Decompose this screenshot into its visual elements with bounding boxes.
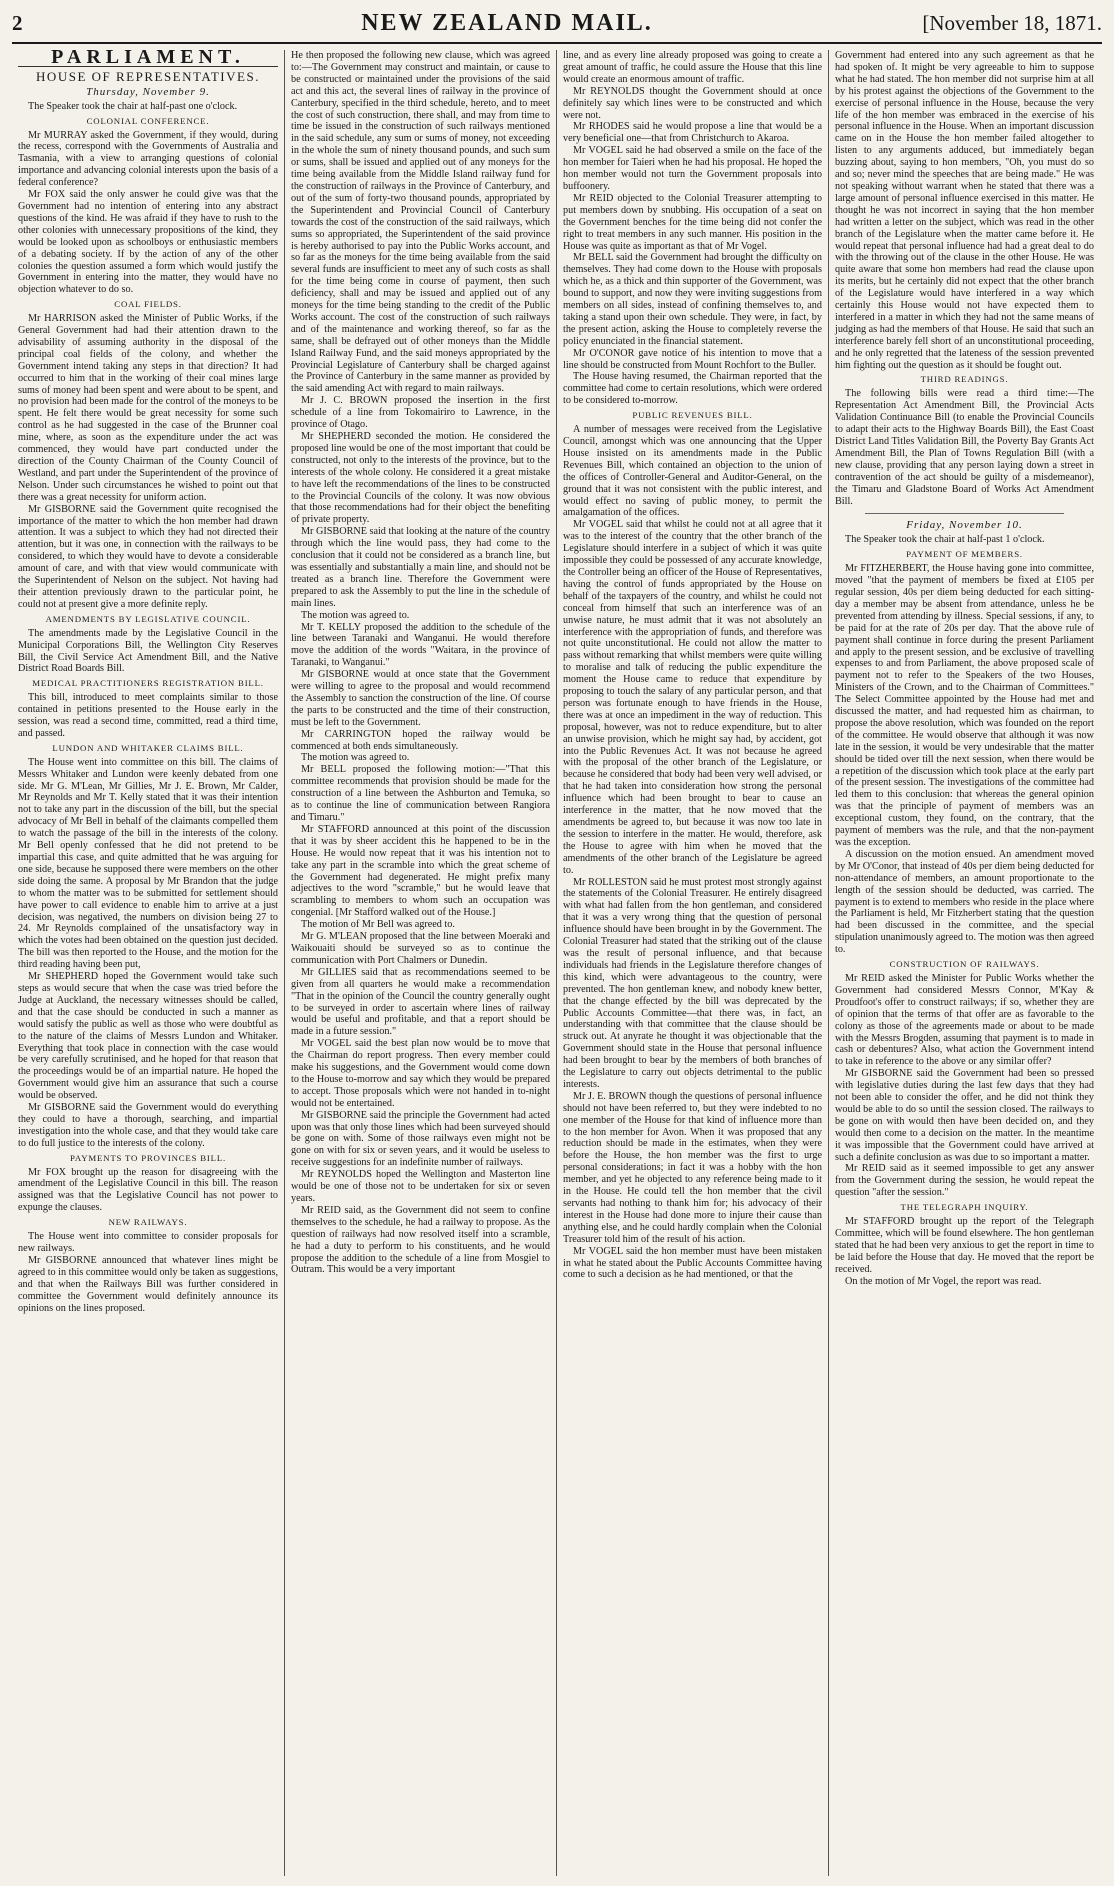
day-heading: Thursday, November 9. [86, 85, 210, 98]
paragraph: Mr REID said, as the Government did not seem to confine themselves to the schedule, he had a railway to propose. As the question of railways had now resolved itself into a scramble, he had a duty to perform to his constituents, and he would propose the addition to the schedule of a line from Mosgiel to Outram. This would be a very important [291, 1204, 550, 1276]
paragraph: Mr GISBORNE said the Government would do everything they could to have a thorough, searching, and impartial investigation into the whole case, and that they would take care to do full justice to the interests of the colony. [18, 1102, 278, 1149]
paragraph: On the motion of Mr Vogel, the report was read. [845, 1275, 1042, 1287]
paragraph: Mr FOX brought up the reason for disagreeing with the amendment of the Legislative Council in this bill. The reason assigned was that the Legislative Council has not power to expunge the clauses. [18, 1166, 278, 1214]
masthead [12, 10, 1102, 44]
divider [865, 513, 1064, 514]
paragraph: Mr STAFFORD brought up the report of the Telegraph Committee, which will be found elsewhere. The hon gentleman stated that he had been very anxious to get the report in time to be laid before the House that day. He moved that the report be received. [835, 1216, 1094, 1275]
subheading: NEW RAILWAYS. [108, 1217, 188, 1228]
paragraph: Mr GISBORNE said the principle the Government had acted upon was that only those lines which had been surveyed should be gone on with. Some of those railways even might not be gone on with for six or seven years, and it would be useless to receive suggestions for an indefinite number of railways. [291, 1109, 550, 1169]
paragraph: Mr FOX said the only answer he could give was that the Government had no intention of entering into any abstract questions of the kind. He was afraid if they have to rush to the other colonies with unnecessary propositions of the kind, they would be looked upon as schoolboys or enthusiastic members of a debating society. If by the action of any of the other colonies the question assumed a form which would justify the Government in entering into the matter, they would have no objection whatever to do so. [18, 189, 278, 296]
paragraph: Mr GISBORNE said the Government had been so pressed with legislative duties during the last few days that they had not been able to consider the offer, and he did not think they would be able to do so until the session closed. The railways to be gone on with would then have been decided on, and they would then come to a decision on the matter. In the meantime it was impossible that the Government could have arrived at such a definite conclusion as was due to so important a matter. [835, 1068, 1094, 1163]
paragraph: This bill, introduced to meet complaints similar to those contained in petitions presented to the House early in the session, was read a second time, committed, read a third time, and passed. [18, 692, 278, 739]
paragraph: Mr J. E. BROWN though the questions of personal influence should not have been referred to, but they were indebted to no one member of the House for that kind of influence more than to the hon member for Avon. When it was proposed that any reduction should be made in the estimates, when they were before the House, the hon member was the first to urge personal considerations; in fact it was a hobby with the hon member, and yet he objected to any reference being made to it in the House. He could tell the hon member that the civil servants had nothing to thank him for; his advocacy of their interest in the House had done more to injure their cause than anything else, and he could hardly complain when the Colonial Treasurer told him of the result of his action. [563, 1090, 822, 1245]
subheading: AMENDMENTS BY LEGISLATIVE COUNCIL. [45, 613, 251, 624]
paragraph: The House went into committee to consider proposals for new railways. [18, 1231, 278, 1254]
paragraph: A number of messages were received from the Legislative Council, amongst which was one announcing that the Upper House insisted on its amendments made in the Public Revenues Bill, which contained an objection to the union of the offices of Controller-General and Auditor-General, on the ground that it was not consistent with the public interest, and would effect no saving of public money, to permit the amalgamation of the offices. [563, 424, 822, 519]
paragraph: line, and as every line already proposed was going to create a great amount of traffic, he could assure the House that this line would create an enormous amount of traffic. [563, 50, 822, 85]
paragraph: Mr CARRINGTON hoped the railway would be commenced at both ends simultaneously. [291, 728, 550, 752]
paragraph: Mr O'CONOR gave notice of his intention to move that a line should be constructed from Mount Rochfort to the Buller. [563, 347, 822, 371]
house-title: HOUSE OF REPRESENTATIVES. [36, 68, 260, 84]
subheading: COLONIAL CONFERENCE. [86, 115, 210, 126]
paragraph: Mr BELL proposed the following motion:—"That this committee recommends that provision should be made for the construction of a line between the Ashburton and Temuka, so as to continue the line of communication between Rangiora and Timaru." [291, 764, 550, 823]
paragraph: Mr VOGEL said the hon member must have been mistaken in what he stated about the Public Accounts Committee having come to such a decision as he had mentioned, or that the [563, 1245, 822, 1281]
paragraph: Mr VOGEL said that whilst he could not at all agree that it was to the interest of the country that the other branch of the Legislature should interfere in a subject of which it was quite impossible they could be possessed of any accurate knowledge, the Controller being an officer of the House of Representatives, having the control of funds appropriated by the House on behalf of the taxpayers of the country, and whilst he could not conceal from himself that such an interference was of an unwise nature, he must admit that it was not absolutely an interference with the appropriation of funds, and therefore was not quite unconstitutional. He could not allow the matter to pass without remarking that whilst members were quite willing to moralise and talk of reducing the public expenditure the moment the House came to reduce that expenditure by proposing to touch the salary of any particular person, and that person was fortunate enough to have friends in the House, there was at once an impediment in the way of reduction. This proposal, however, was not to reduce expenditure, but to alter an unwise provision, which he might say had, by accident, got into the Public Revenues Act. It was not because he agreed with the proposal of the other branch of the Legislature, or because he considered that body had been very well advised, or that he had taken into consideration how strong the personal influence which had been brought to bear to cause an interference in the matter, that he now moved that the amendments be agreed to, but because it was now too late in the session to interfere in the matter. He would, therefore, ask the House to agree with him when he moved that the amendments of the other branch of the Legislature be agreed to. [563, 519, 822, 876]
paragraph: He then proposed the following new clause, which was agreed to:—The Government may construct and maintain, or cause to be constructed or maintained under the provisions of the said act and this act, the several lines of railway in the province of Canterbury, specified in the third schedule, hereto, and to meet the cost of such construction, there shall, and may from time to time be issued in the construction of such railways mentioned in the said schedule, any sum or sums of money, not exceeding in the whole the sum of ninety thousand pounds, and such sum or sums, shall be issued and applied out of any moneys for the time being available from the Middle Island railway fund for the construction of railways in the Province of Canterbury, and out of the sum of forty-two thousand pounds, appropriated by the Superintendent and Provincial Council of Canterbury towards the cost of the construction of the said railways, which sums so appropriated, the Superintendent of the said province is hereby authorised to pay into the Public Works account, and so far as the moneys for the time being available from the said several funds are insufficient to meet any of such costs as shall for the time being come in course of payment, then such deficiency, shall and may be issued and applied out of any moneys for the time being standing to the credit of the Public Works account. The cost of the construction of such railways and of the maintenance and working thereof, so far as the same, shall be defrayed out of other moneys than the Middle Island Railway Fund, and the said moneys appropriated by the Provincial Legislature of Canterbury shall be charged against the Province of Canterbury in the same manner as provided by the said amending Act with regard to main railways. [291, 50, 550, 395]
paragraph: Mr J. C. BROWN proposed the insertion in the first schedule of a line from Tokomairiro to Lawrence, in the province of Otago. [291, 395, 550, 431]
paragraph: Mr REID said as it seemed impossible to get any answer from the Government during the session, he would repeat the question "after the session." [835, 1163, 1094, 1199]
subheading: PUBLIC REVENUES BILL. [632, 410, 753, 421]
subheading: PAYMENTS TO PROVINCES BILL. [69, 1152, 227, 1163]
paragraph: Mr REYNOLDS hoped the Wellington and Masterton line would be one of those not to be undertaken for six or seven years. [291, 1169, 550, 1204]
day-heading: Friday, November 10. [906, 519, 1023, 532]
article-columns [12, 50, 1102, 1876]
page-number: 2 [12, 11, 23, 35]
paragraph: Mr STAFFORD announced at this point of the discussion that it was by sheer accident this he happened to be in the House. He would now repeat that it was his intention not to take any part in the scramble into which the great scheme of the Government had degenerated. He might prefix many adjectives to the word "scramble," but he would leave that scrambling to members to whom such an occupation was congenial. [Mr Stafford walked out of the House.] [291, 823, 550, 919]
column-3 [556, 50, 828, 1876]
paragraph: The amendments made by the Legislative Council in the Municipal Corporations Bill, the Wellington City Reserves Bill, the Civil Service Act Amendment Bill, and the Native District Road Boards Bill. [18, 627, 278, 675]
paragraph: Mr GISBORNE announced that whatever lines might be agreed to in this committee would only be taken as suggestions, and that when the Railways Bill was further considered in committee the Government would definitely announce its opinions on the lines proposed. [18, 1254, 279, 1314]
paragraph: Mr REID objected to the Colonial Treasurer attempting to put members down by snubbing. His occupation of a seat on the Government benches for the time being did not confer the right to treat members in any such manner. His position in the House was quite as important as that of Mr Vogel. [563, 192, 822, 252]
paragraph: Government had entered into any such agreement as that he had spoken of. It might be very agreeable to him to suppose what he had stated. The hon member did not surprise him at all by his protest against the objections of the Government to the exercise of personal influence in the House, because the very life of the hon member was embraced in the exercise of his personal influence in the House. When an important discussion came on in the House the hon member failed altogether to listen to any arguments adduced, but immediately began buzzing about, saying to hon members, "Oh, you must do so and so; never mind the speeches that are being made." He was not speaking without warrant when he stated that there was a large amount of personal influence exercised in this matter. He thought he was not incorrect in saying that the hon member had written a letter on the subject, which was read in the other branch of the Legislature when the matter came before it. He would repeat that personal influence had had a great deal to do with the throwing out of the clause in the other House. He was quite aware that some hon members had read the clause upon its merits, but he certainly did not expect that the other branch of the Legislature would have interfered in a way which certainly this House would not have expected them to interfered in a matter in which they had not the same means of judging as had the members of that House. He said that such an interference barely fell short of an unconstitutional proceeding, and he only regretted that the lateness of the session prevented him fighting out the question as it should be fought out. [835, 50, 1094, 371]
paragraph: The Speaker took the chair at half-past 1 o'clock. [845, 534, 1045, 546]
issue-date: [November 18, 1871. [922, 11, 1102, 35]
paragraph: Mr VOGEL said he had observed a smile on the face of the hon member for Taieri when he had his proposal. He hoped the hon member would not turn the Government proposals into buffoonery. [563, 145, 822, 192]
paragraph: Mr SHEPHERD hoped the Government would take such steps as would secure that when the case was tried before the Judge at Auckland, the necessary witnesses should be called, and that the case should be conducted in such a manner as would satisfy the public as well as those who were doubtful as to the nature of the claims of Messrs Lundon and Whitaker. Everything that took place in connection with the case would be very carefully scrutinised, and he hoped for that reason that the proceedings would be of an impartial nature. He hoped the Government would give him an assurance that such a course would be observed. [18, 971, 278, 1102]
paragraph: A discussion on the motion ensued. An amendment moved by Mr O'Conor, that instead of 40s per diem being deducted for non-attendance of members, an amount proportionate to the length of the session should be deducted, was carried. The payment is to extend to members who reside in the place where the Parliament is held, Mr Fitzherbert stating that the question had been discussed in the committee, and the special stipulation unanimously agreed to. The motion was then agreed to. [835, 848, 1094, 956]
paragraph: Mr FITZHERBERT, the House having gone into committee, moved "that the payment of members be fixed at £105 per regular session, 40s per diem being deducted for each sitting-day a member may be absent from attendance, unless he be prevented from attending by illness. Special sessions, if any, to be paid for at the rate of 20s per day. That the above rule of payment shall continue in force during the present Parliament and apply to the present session, and be exclusive of travelling expenses to and from Parliament, the above proposed scale of payment not to refer to the Speakers of the two Houses, Ministers of the Crown, and to the Chairman of Committees." The Select Committee appointed by the House had met and discussed the matter, and had requested him as chairman, to propose the above resolution, which was founded on the report of the committee. He would observe that although it was now late in the session, it would be very undesirable that the matter should be tided over till the next session, when there would be a repetition of the discussion which took place at the early part of the present session. The investigations of the committee had led them to this conclusion: that whereas the general opinion was that the principle of payment of members was an exceptional custom, they found, on the contrary, that the payment of members was the rule, and that the non-payment was the exception. [835, 563, 1094, 848]
paragraph: Mr GISBORNE said that looking at the nature of the country through which the line would pass, they had come to the conclusion that it could not be considered as a branch line, but was essentially and substantially a main line, and should not be treated as a branch line. Therefore the Government were prepared to ask the Assembly to put the line in the schedule of main lines. [291, 526, 550, 609]
paragraph: Mr ROLLESTON said he must protest most strongly against the statements of the Colonial Treasurer. He entirely disagreed with what had fallen from the hon gentleman, and considered that it was a very wrong thing that the question of personal influence should have been brought in by the Government. The Colonial Treasurer had stated that the striking out of the clause was the result of personal influence, and that because individuals had friends in the Legislature therefore changes of this kind, which were advantageous to the country, were prevented. The hon gentleman knew, and nobody knew better, that the change effected by the bill was deprecated by the Public Accounts Committee—that there was, in fact, an understanding with that committee that the clause should be struck out. At anyrate he thought it was objectionable that the Government should state in the House that personal influence had been brought to bear by the members of both branches of the Legislature to carry out objects detrimental to the public interests. [563, 876, 822, 1090]
paragraph: Mr GISBORNE would at once state that the Government were willing to agree to the proposal and would recommend the Assembly to sanction the construction of the line. Of course the parts to be constructed and the time of their construction, must be left to the Government. [291, 669, 550, 728]
subheading: PAYMENT OF MEMBERS. [906, 549, 1023, 560]
section-title: PARLIAMENT. [18, 52, 278, 67]
subheading: LUNDON AND WHITAKER CLAIMS BILL. [52, 742, 244, 753]
paragraph: Mr GILLIES said that as recommendations seemed to be given from all quarters he would make a recommendation "That in the opinion of the Council the country generally ought to be surveyed in order to ascertain where lines of railway would be useful and profitable, and that a report should be made in a future session." [291, 966, 550, 1038]
paragraph: The motion was agreed to. [301, 609, 410, 621]
column-2 [284, 50, 556, 1876]
subheading: COAL FIELDS. [114, 299, 182, 310]
paragraph: The following bills were read a third time:—The Representation Act Amendment Bill, the Provincial Acts Validation Continuance Bill (to enable the Provincial Councils to adapt their acts to the Highway Boards Bill), the East Coast District Land Titles Validation Bill, the Poverty Bay Grants Act Amendment Bill, the Plan of Towns Regulation Bill (with a new clause, providing that any person laying down a street in contravention of the act should be guilty of a misdemeanor), the Timaru and Gladstone Board of Works Act Amendment Bill. [835, 388, 1094, 507]
paragraph: Mr BELL said the Government had brought the difficulty on themselves. They had come down to the House with proposals which he, as a thick and thin supporter of the Government, was bound to support, and now they were inviting suggestions from members on all sides, instead of confining themselves to, and taking a stand upon their own schedule. They were, in fact, by the present action, asking the House to completely reverse the policy enunciated in the financial statement. [563, 252, 822, 347]
subheading: CONSTRUCTION OF RAILWAYS. [889, 959, 1040, 970]
paragraph: Mr T. KELLY proposed the addition to the schedule of the line between Taranaki and Wanganui. He would therefore move the addition of the words "Waitara, in the province of Taranaki, to Wanganui." [291, 621, 550, 669]
paragraph: The motion was agreed to. [301, 752, 410, 764]
paragraph: Mr G. M'LEAN proposed that the line between Moeraki and Waikouaiti should be surveyed so as to continue the communication with Port Chalmers or Dunedin. [291, 931, 550, 966]
paragraph: Mr VOGEL said the best plan now would be to move that the Chairman do report progress. Then every member could make his suggestions, and the Government would come down to the House to-morrow and say which they would be prepared to accept. Those proposals which were not handed in to-night would not be entertained. [291, 1038, 550, 1109]
paragraph: Mr GISBORNE said the Government quite recognised the importance of the matter to which the hon member had drawn attention. It was a subject to which they had not directed their attention, but it was one, in connection with the railways to be considered, to which they would have to devote a considerable amount of care, and with that view would communicate with the Superintendent of Nelson on the subject. Not having had their attention previously drawn to the particular point, he could not at present give a more definite reply. [18, 503, 278, 610]
paragraph: Mr HARRISON asked the Minister of Public Works, if the General Government had had their attention drawn to the advisability of assuming authority in the disposal of the principal coal fields of the colony, and whether the Government intend taking any steps in that direction? It had occurred to him that in the working of their coal mines large sums of money had been spent and were about to be spent, and no provision had been made for the control of the moneys to be spent. He felt there would be great necessity for some such control as he had suggested in the case of the Brunner coal mine, where, as soon as the expenditure under the act was commenced, they would have part conducted under the direction of the County Chairman of the County Council of Westland, and part under the Superintendent of the province of Nelson. Under such circumstances he wished to point out that there was a great necessity for uniform action. [18, 313, 278, 503]
subheading: MEDICAL PRACTITIONERS REGISTRATION BILL. [32, 678, 264, 689]
column-1 [12, 50, 284, 1876]
paper-title: NEW ZEALAND MAIL. [361, 10, 653, 36]
paragraph: The Speaker took the chair at half-past one o'clock. [28, 100, 238, 112]
paragraph: Mr SHEPHERD seconded the motion. He considered the proposed line would be one of the most important that could be constructed, not only to the interests of the province, but to the interests of the whole colony. He considered it a great mistake to have left the recommendations of the lines to be constructed to the Provincial Councils of the colony. It was now obvious that those recommendations had for their object the benefiting of private property. [291, 431, 550, 526]
column-4 [828, 50, 1100, 1876]
paragraph: Mr MURRAY asked the Government, if they would, during the recess, correspond with the Governments of Australia and Tasmania, with a view to arranging questions of colonial importance and advancing colonial interests upon the basis of a federal conference? [18, 129, 278, 189]
paragraph: Mr RHODES said he would propose a line that would be a very beneficial one—that from Christchurch to Akaroa. [563, 121, 822, 145]
paragraph: The House went into committee on this bill. The claims of Messrs Whitaker and Lundon were keenly debated from one side. Mr G. M'Lean, Mr Gillies, Mr J. E. Brown, Mr Calder, Mr Reynolds and Mr T. Kelly stated that it was their intention not to take any part in the discussion of the bill, but the special advocacy of Mr Bell in behalf of the claimants compelled them to watch the passage of the bill in the interests of the colony. Mr Bell openly confessed that he did not pretend to be impartial this case, and quite admitted that he was arguing for one side, because he supposed there were members on the other side doing the same. A proposal by Mr Brandon that the judge to whom the matter was to be submitted for settlement should have power to call evidence to enable him to arrive at a just decision, was negatived, the numbers on division being 27 to 24. Mr Reynolds complained of the unsatisfactory way in which the votes had been obtained on the question just decided. The bill was then reported to the House, and the motion for the third reading having been put, [18, 756, 278, 971]
paragraph: The House having resumed, the Chairman reported that the committee had come to certain resolutions, which were ordered to be considered to-morrow. [563, 371, 822, 407]
paragraph: Mr REID asked the Minister for Public Works whether the Government had considered Messrs Connor, M'Kay & Proudfoot's offer to construct railways; if so, whether they are of opinion that the terms of that offer are as favorable to the colony as those of the agreements made or about to be made with the Messrs Brogden, assuming that payment is to made in cash or debentures? Also, what action the Government intend to take in reference to the above or any similar offer? [835, 972, 1094, 1068]
subheading: THIRD READINGS. [920, 374, 1009, 385]
paragraph: Mr REYNOLDS thought the Government should at once definitely say which lines were to be constructed and which were not. [563, 85, 822, 121]
paragraph: The motion of Mr Bell was agreed to. [301, 919, 455, 931]
subheading: THE TELEGRAPH INQUIRY. [900, 1202, 1029, 1213]
